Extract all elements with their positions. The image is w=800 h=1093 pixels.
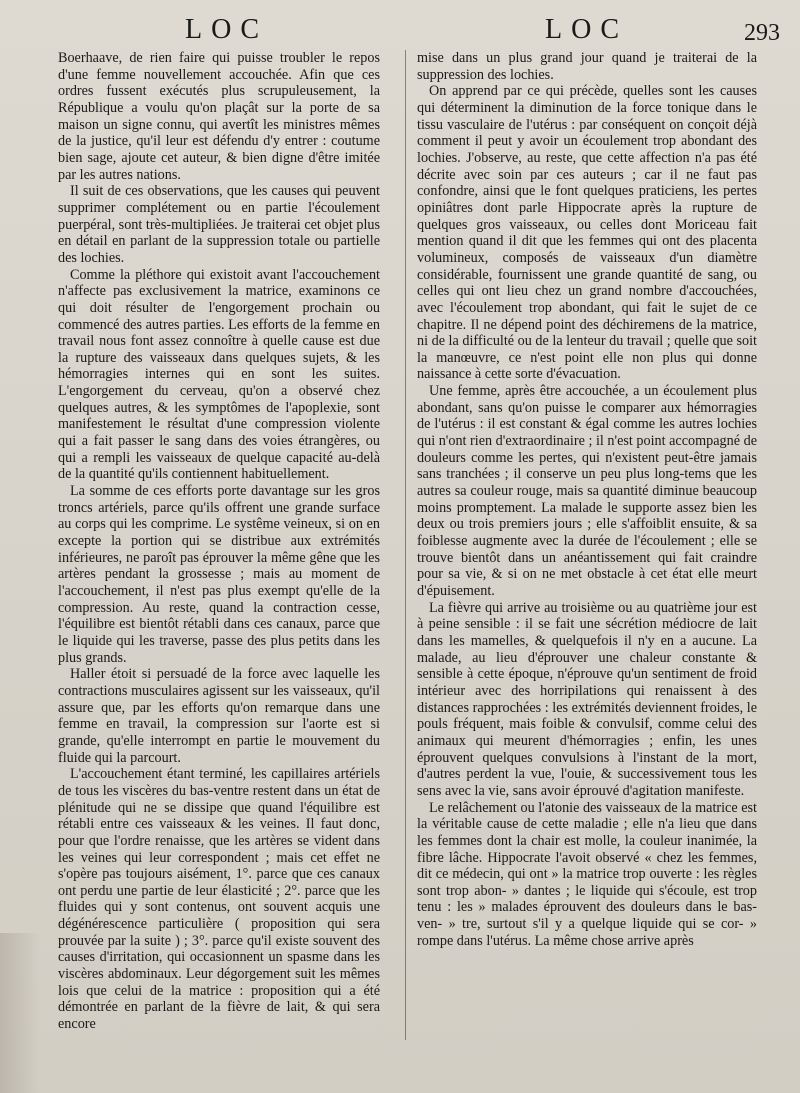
right-text-column <box>417 50 757 949</box>
paragraph: mise dans un plus grand jour quand je traiterai de la suppression des lochies. <box>417 50 757 83</box>
paragraph: Boerhaave, de rien faire qui puisse troubler le repos d'une femme nouvellement accouchée. Afin que ces ordres fussent exécutés plus scrupuleusement, la République a voulu qu'on plaçât sur la porte de sa maison un signe connu, qui avertît les ministres mêmes de la justice, qu'il leur est défendu d'y entrer : coutume bien sage, ajoute cet auteur, & bien digne d'être imitée par les autres nations. <box>58 50 380 183</box>
page-number: 293 <box>744 20 780 46</box>
paragraph: Comme la pléthore qui existoit avant l'accouchement n'affecte pas exclusivement la matrice, examinons ce qui doit résulter de l'engorgement prochain ou commencé des autres parties. Les efforts de la femme en travail nous font assez connoître à quelle cause est due la rupture des vaisseaux dans quelques sujets, & les hémorragies internes qui en sont les suites. L'engorgement du cerveau, qu'on a observé chez quelques autres, & les symptômes de l'apoplexie, sont manifestement le résultat d'une compression violente qui a fait passer le sang dans des voies étrangères, ou qui a rempli les vaisseaux de quelque capacité au-delà de la quantité qu'ils contiennent habituellement. <box>58 266 380 483</box>
paragraph: L'accouchement étant terminé, les capillaires artériels de tous les viscères du bas-ventre restent dans un état de plénitude qui ne se dissipe que quand l'équilibre est rétabli entre ces vaisseaux & les veines. Il faut donc, pour que l'ordre renaisse, que les artères se vident dans les veines qui leur correspondent ; mais cet effet ne s'opère pas toujours aisément, 1°. parce que ces canaux ont perdu une partie de leur élasticité ; 2°. parce que les fluides qui y sont contenus, ont souvent acquis une dégénérescence particulière ( proposition qui sera prouvée par la suite ) ; 3°. parce qu'il existe souvent des causes d'irritation, qui occasionnent un spasme dans les viscères abdominaux. Leur dégorgement suit les mêmes lois que celui de la matrice : proposition qui a été démontrée en parlant de la fièvre de lait, & qui sera encore <box>58 766 380 1033</box>
paragraph: La fièvre qui arrive au troisième ou au quatrième jour est à peine sensible : il se fait une sécrétion médiocre de lait dans les mamelles, & quelquefois il n'y en a aucune. La malade, au lieu d'éprouver une chaleur constante & sensible à cette époque, n'éprouve qu'un sentiment de froid intérieur avec des horripilations qui renaissent à des distances rapprochées : les extrémités deviennent froides, le pouls fréquent, mais foible & convulsif, comme celui des animaux qui meurent d'hémorragies ; enfin, les unes éprouvent quelques convulsions à l'instant de la mort, d'autres perdent la vue, l'ouie, & successivement tous les sens avec la vie, sans avoir éprouvé d'agitation manifeste. <box>417 599 757 799</box>
running-header <box>0 14 800 54</box>
left-text-column <box>58 50 380 1033</box>
paragraph: Une femme, après être accouchée, a un écoulement plus abondant, sans qu'on puisse le comparer aux hémorragies de l'utérus : il est constant & égal comme les autres lochies qui n'ont rien d'extraordinaire ; il n'est point accompagné de douleurs comme les pertes, qui n'existent peut-être jamais sans tranchées ; il conserve un peu plus long-tems que les autres sa couleur rouge, mais sa quantité diminue beaucoup moins promptement. La malade le supporte assez bien les deux ou trois premiers jours ; elle s'affoiblit ensuite, & sa foiblesse augmente avec la durée de l'écoulement ; elle se trouve bientôt dans un anéantissement qui fait craindre pour sa vie, & si on ne met obstacle à cet état elle meurt d'épuisement. <box>417 383 757 599</box>
header-left-title: LOC <box>185 14 268 45</box>
paragraph: Il suit de ces observations, que les causes qui peuvent supprimer complétement ou en partie l'écoulement puerpéral, sont très-multipliées. Je traiterai cet objet plus en détail en parlant de la suppression totale ou partielle des lochies. <box>58 183 380 266</box>
paragraph: On apprend par ce qui précède, quelles sont les causes qui déterminent la diminution de la force tonique dans le tissu vasculaire de l'utérus : par conséquent on conçoit déjà comment il peut y avoir un écoulement trop abondant des lochies. J'observe, au reste, que cette affection n'a pas été décrite avec soin par ces auteurs ; car il ne faut pas confondre, ainsi que le font quelques praticiens, les pertes opiniâtres dont parle Hippocrate après la rupture de quelques gros vaisseaux, ou celles dont Moriceau fait mention quand il dit que les femmes qui ont des placenta volumineux, composés de vaisseaux d'un diamètre considérable, fournissent une grande quantité de sang, ou celles qui ont lieu chez un grand nombre d'accouchées, avec l'écoulement trop abondant, qui fait le sujet de ce chapitre. Il ne dépend point des déchiremens de la matrice, ni de la difficulté ou de la lenteur du travail ; quelle que soit la manœuvre, ce n'est point elle non plus qui donne naissance à cette sorte d'évacuation. <box>417 83 757 383</box>
paragraph: Le relâchement ou l'atonie des vaisseaux de la matrice est la véritable cause de cette maladie ; elle n'a lieu que dans les femmes dont la chair est molle, la couleur inanimée, la fibre lâche. Hippocrate l'avoit observé « chez les femmes, dit ce médecin, qui ont » la matrice trop ouverte : les règles sont trop abon- » dantes ; le liquide qui s'écoule, est trop tenu : les » malades éprouvent des douleurs dans le bas-ven- » tre, surtout s'il y a quelque liquide qui se cor- » rompe dans l'utérus. La même chose arrive après <box>417 799 757 949</box>
page-edge-shadow <box>0 933 40 1093</box>
header-right-title: LOC <box>545 14 628 45</box>
column-divider <box>405 50 406 1040</box>
paragraph: Haller étoit si persuadé de la force avec laquelle les contractions musculaires agissent sur les vaisseaux, qu'il assure que, par les efforts qu'on remarque dans une femme en travail, la compression sur l'aorte est si grande, qu'elle interrompt en partie le mouvement du fluide qui la parcourt. <box>58 666 380 766</box>
paragraph: La somme de ces efforts porte davantage sur les gros troncs artériels, parce qu'ils offrent une grande surface au corps qui les comprime. Le systême veineux, si on en excepte la portion qui se distribue aux extrémités inférieures, ne paroît pas éprouver la même gêne que les artères pendant la grossesse ; mais au moment de l'accouchement, il n'est pas plus exempt qu'elle de la compression. Au reste, quand la contraction cesse, l'équilibre est bientôt rétabli dans ces canaux, parce que le liquide qui les traverse, passe des plus petits dans les plus grands. <box>58 483 380 666</box>
